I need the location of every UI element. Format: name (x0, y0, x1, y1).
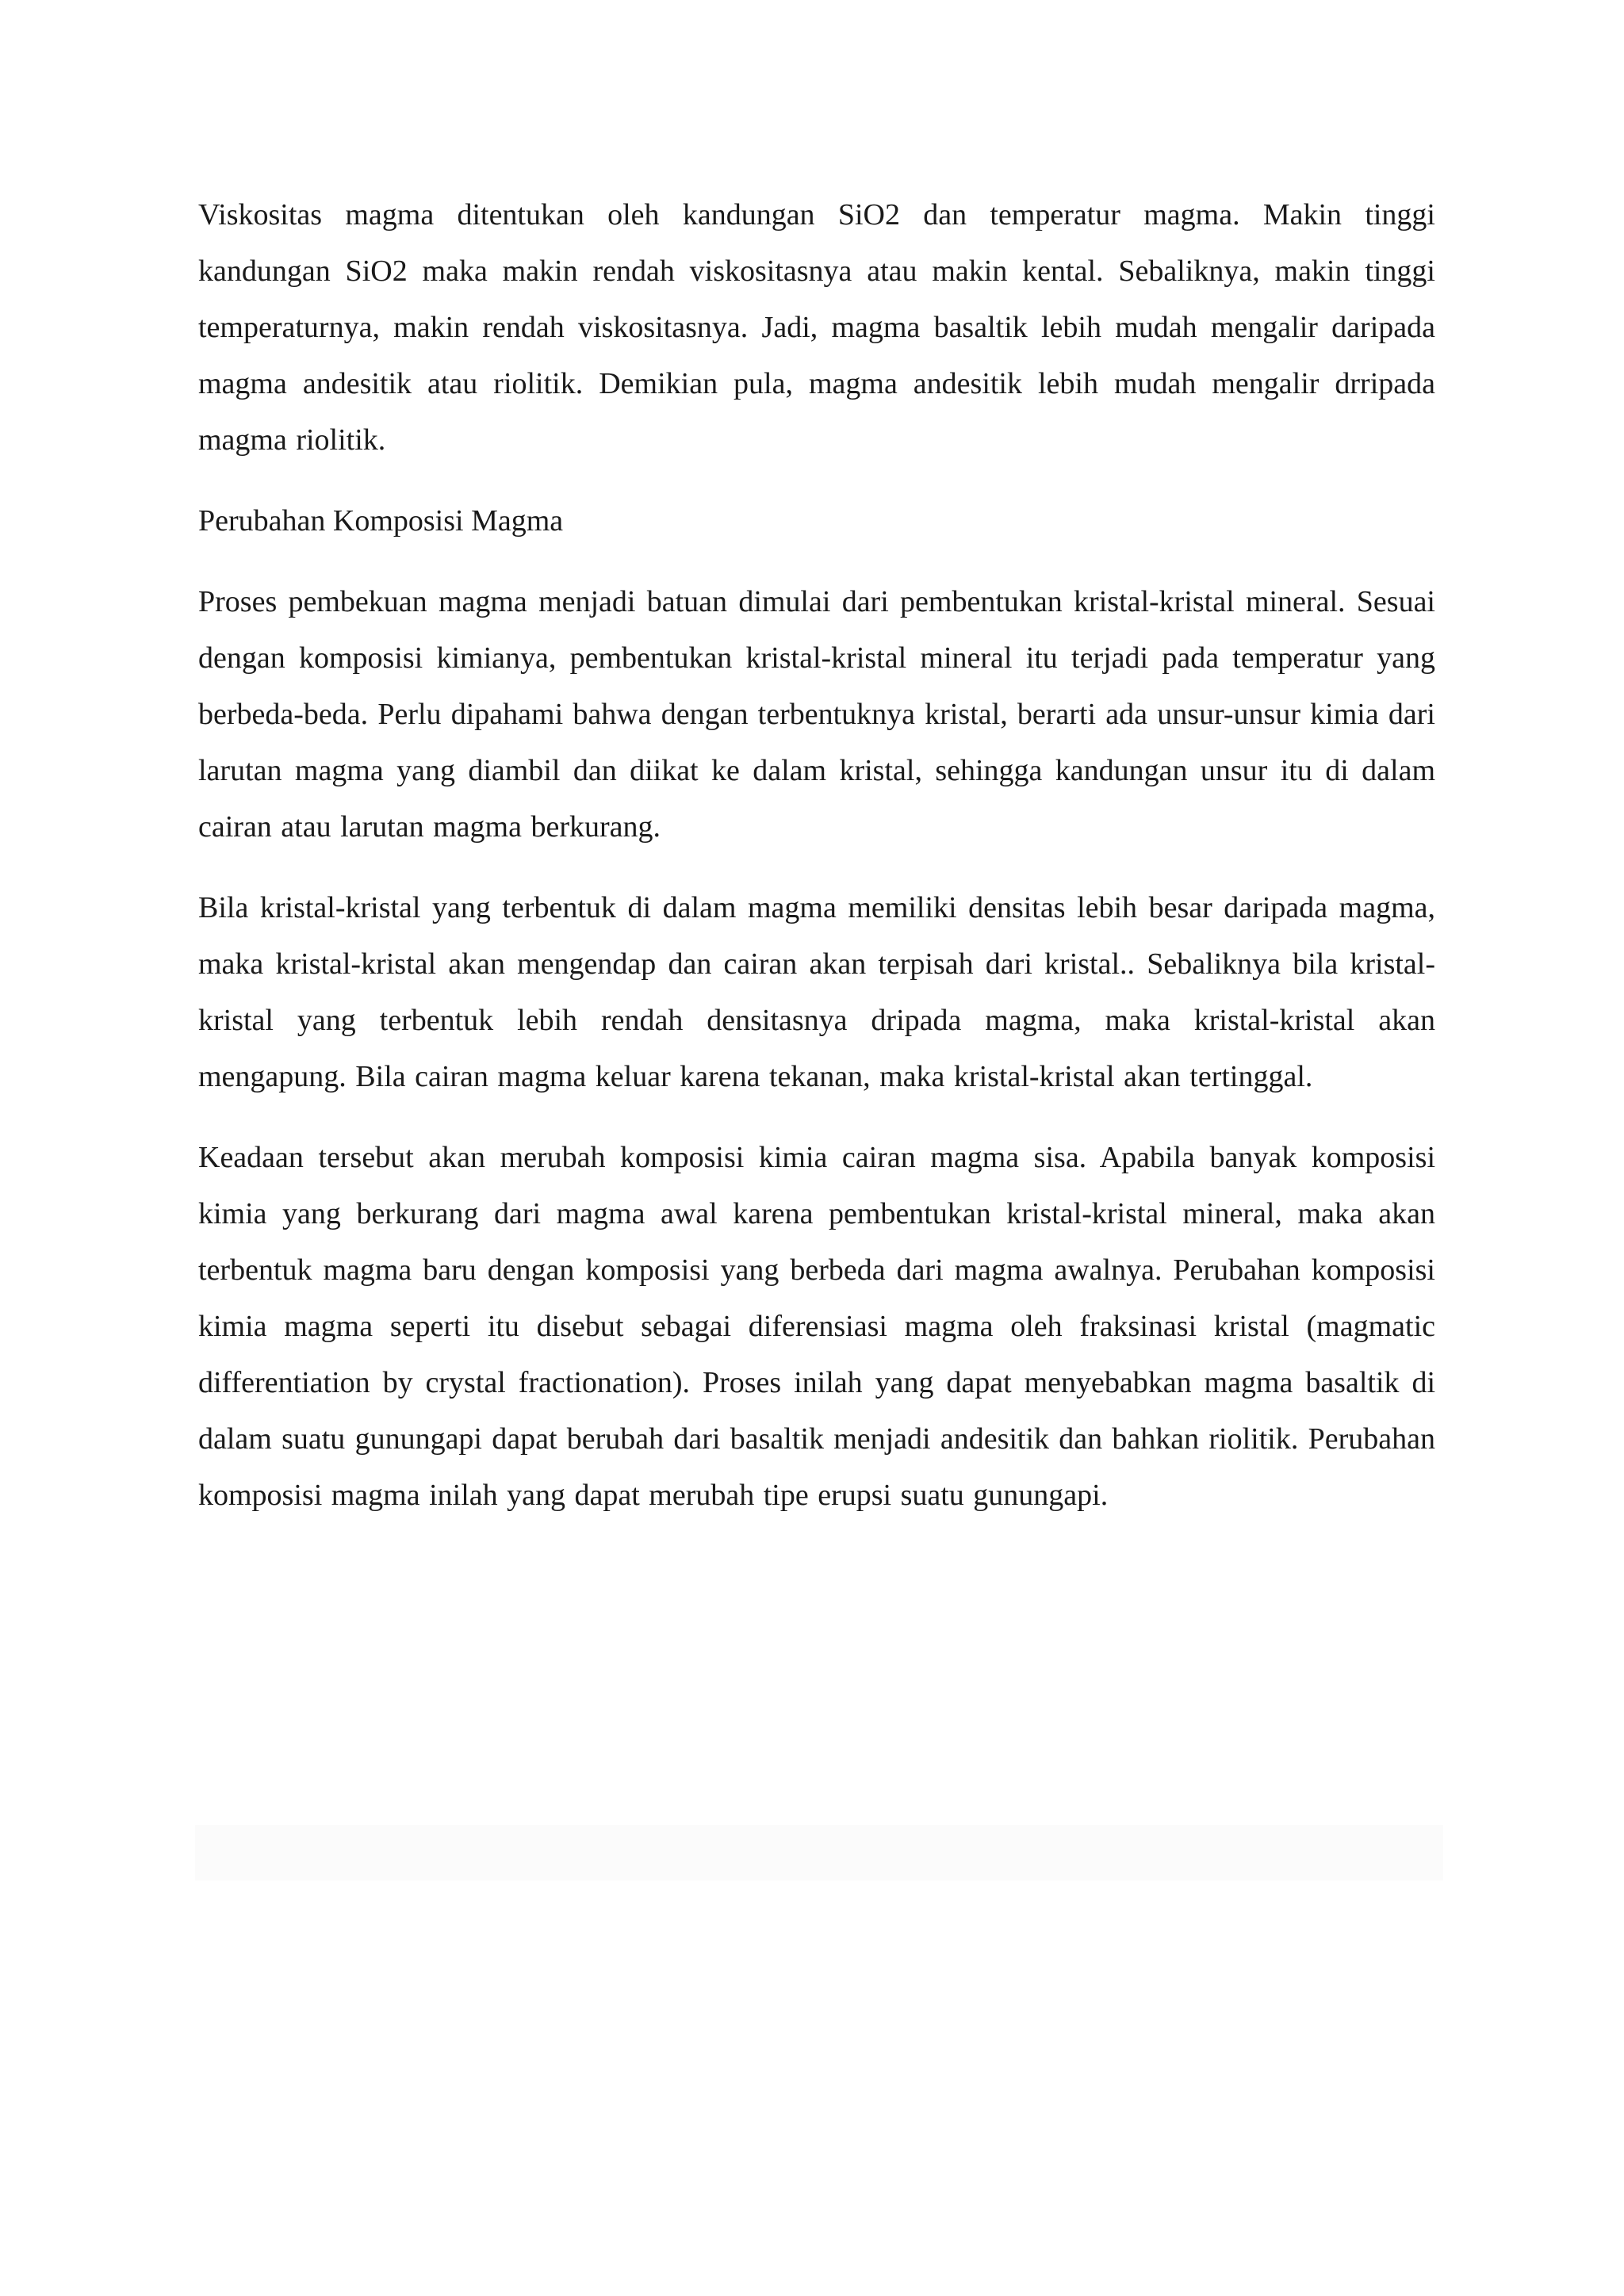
paragraph-diferensiasi: Keadaan tersebut akan merubah komposisi kimia cairan magma sisa. Apabila banyak komposisi kimia yang berkurang dari magma awal karena pembentukan kristal-kristal mineral, maka akan terbentuk magma baru dengan komposisi yang berbeda dari magma awalnya. Perubahan komposisi kimia magma seperti itu disebut sebagai diferensiasi magma oleh fraksinasi kristal (magmatic differentiation by crystal fractionation). Proses inilah yang dapat menyebabkan magma basaltik di dalam suatu gunungapi dapat berubah dari basaltik menjadi andesitik dan bahkan riolitik. Perubahan komposisi magma inilah yang dapat merubah tipe erupsi suatu gunungapi. (198, 1141, 1435, 1512)
paragraph-densitas: Bila kristal-kristal yang terbentuk di dalam magma memiliki densitas lebih besar daripada magma, maka kristal-kristal akan mengendap dan cairan akan terpisah dari kristal.. Sebaliknya bila kristal-kristal yang terbentuk lebih rendah densitasnya dripada magma, maka kristal-kristal akan mengapung. Bila cairan magma keluar karena tekanan, maka kristal-kristal akan tertinggal. (198, 891, 1435, 1093)
paragraph-viskositas: Viskositas magma ditentukan oleh kandungan SiO2 dan temperatur magma. Makin tinggi kandungan SiO2 maka makin rendah viskositasnya atau makin kental. Sebaliknya, makin tinggi temperaturnya, makin rendah viskositasnya. Jadi, magma basaltik lebih mudah mengalir daripada magma andesitik atau riolitik. Demikian pula, magma andesitik lebih mudah mengalir drripada magma riolitik. (198, 198, 1435, 457)
paragraph-pembekuan: Proses pembekuan magma menjadi batuan dimulai dari pembentukan kristal-kristal mineral. Sesuai dengan komposisi kimianya, pembentukan kristal-kristal mineral itu terjadi pada temperatur yang berbeda-beda. Perlu dipahami bahwa dengan terbentuknya kristal, berarti ada unsur-unsur kimia dari larutan magma yang diambil dan diikat ke dalam kristal, sehingga kandungan unsur itu di dalam cairan atau larutan magma berkurang. (198, 585, 1435, 844)
document-body (198, 187, 1435, 1548)
footer-shade (195, 1825, 1443, 1881)
section-heading: Perubahan Komposisi Magma (198, 504, 564, 538)
